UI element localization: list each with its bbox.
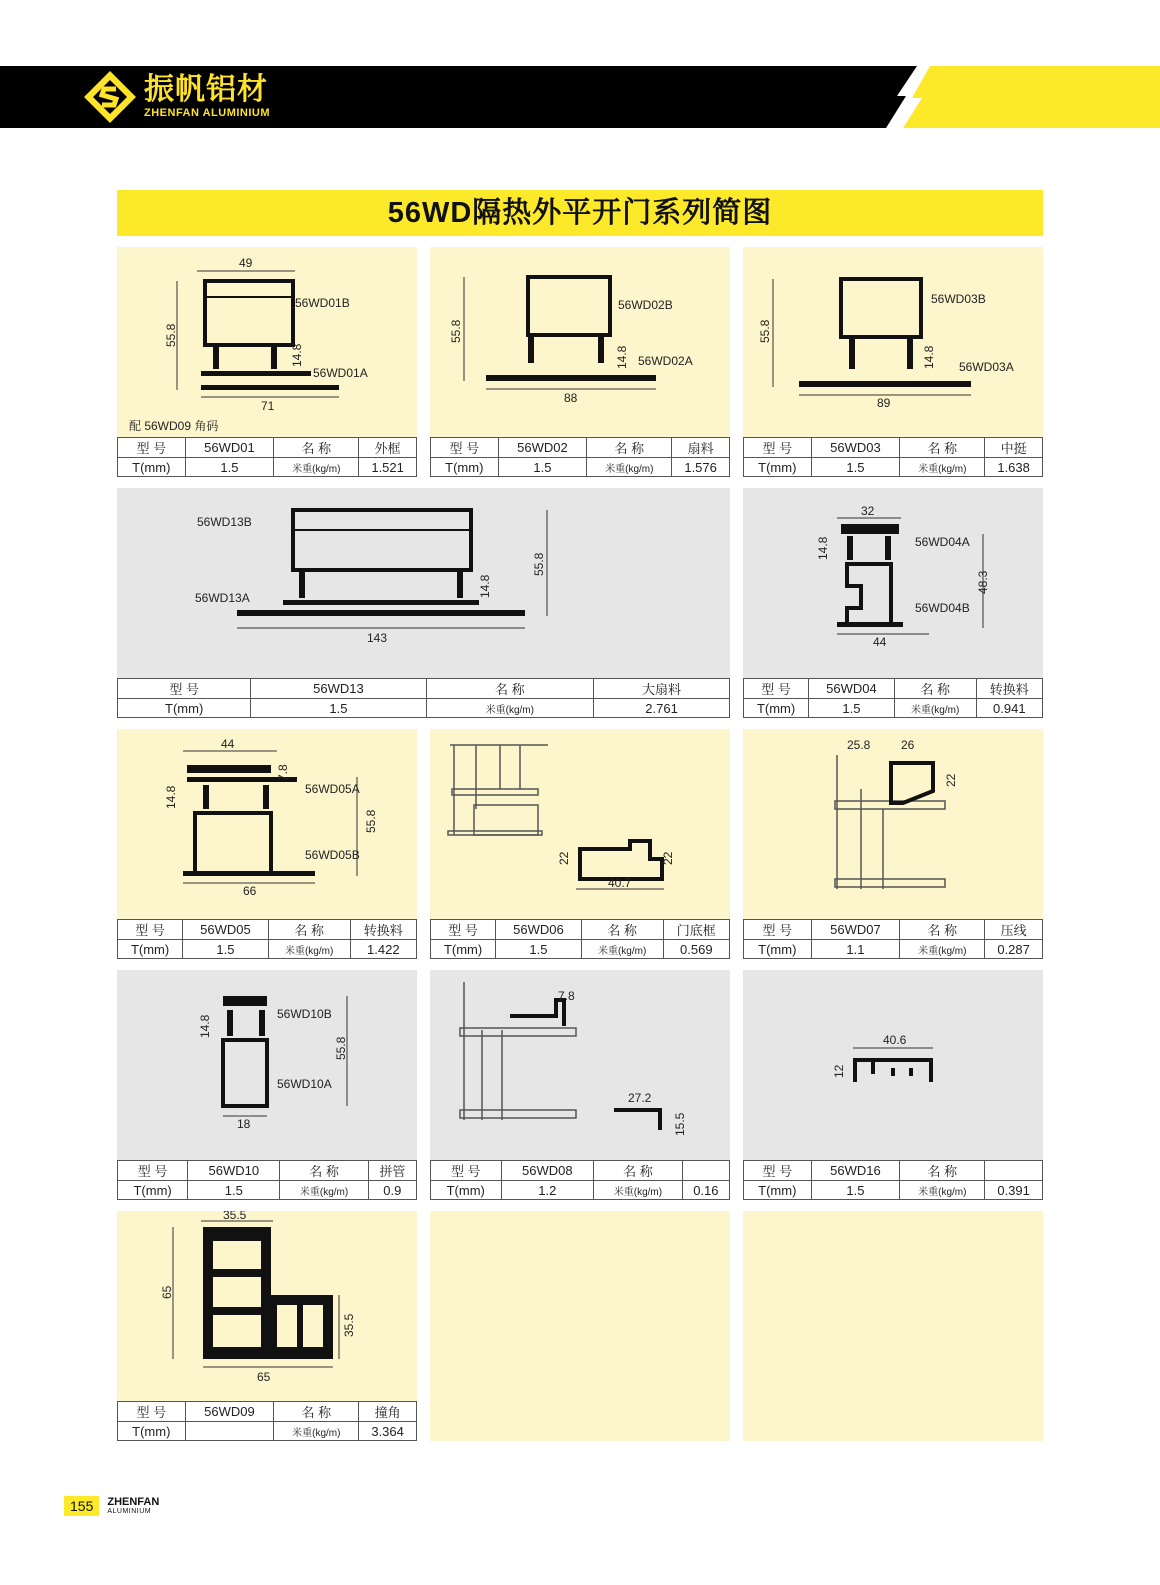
- dim-label: 40.6: [883, 1033, 907, 1047]
- dim-label: 71: [261, 399, 275, 413]
- spec-table-56wd08: 型 号 56WD08 名 称 T(mm) 1.2 米重(kg/m) 0.16: [430, 1160, 730, 1200]
- spec-table-56wd05: 型 号 56WD05 名 称 转换料 T(mm) 1.5 米重(kg/m) 1.422: [117, 919, 417, 959]
- brand-name-en: ZHENFAN ALUMINIUM: [144, 107, 271, 119]
- dim-label: 66: [243, 884, 257, 898]
- part-label: 56WD02A: [638, 354, 693, 368]
- panel-56wd05: [117, 729, 417, 919]
- spec-table-56wd09: 型 号 56WD09 名 称 撞角 T(mm) 米重(kg/m) 3.364: [117, 1401, 417, 1441]
- dim-label: 27.2: [628, 1091, 652, 1105]
- panel-56wd13: [117, 488, 730, 678]
- dim-label: 32: [861, 504, 875, 518]
- footer-brand: ZHENFAN ALUMINIUM: [107, 1496, 160, 1515]
- dim-label: 22: [661, 851, 675, 865]
- dim-label: 14.8: [164, 785, 178, 809]
- footer: [64, 1496, 159, 1516]
- dim-label: 55.8: [758, 319, 772, 343]
- part-label: 56WD01A: [313, 366, 368, 380]
- panel-56wd02: [430, 247, 730, 437]
- panel-56wd08: [430, 970, 730, 1160]
- note: 配 56WD09 角码: [129, 419, 219, 433]
- dim-label: 14.8: [478, 574, 492, 598]
- part-label: 56WD05A: [305, 782, 360, 796]
- dim-label: 14.8: [290, 343, 304, 367]
- empty-panel: [743, 1211, 1043, 1441]
- spec-table-56wd13: 型 号 56WD13 名 称 大扇料 T(mm) 1.5 米重(kg/m) 2.761: [117, 678, 730, 718]
- dim-label: 18: [237, 1117, 251, 1131]
- part-label: 56WD10A: [277, 1077, 332, 1091]
- spec-table-56wd07: 型 号 56WD07 名 称 压线 T(mm) 1.1 米重(kg/m) 0.287: [743, 919, 1043, 959]
- dim-label: 88: [564, 391, 578, 405]
- dim-label: 15.5: [673, 1112, 687, 1136]
- dim-label: 14.8: [198, 1014, 212, 1038]
- spec-table-56wd01: 型 号 56WD01 名 称 外框 T(mm) 1.5 米重(kg/m) 1.521: [117, 437, 417, 477]
- panel-56wd10: [117, 970, 417, 1160]
- dim-label: 49: [239, 256, 253, 270]
- dim-label: 89: [877, 396, 891, 410]
- page-number: 155: [64, 1496, 99, 1516]
- brand: [82, 66, 270, 128]
- spec-table-56wd10: 型 号 56WD10 名 称 拼管 T(mm) 1.5 米重(kg/m) 0.9: [117, 1160, 417, 1200]
- dim-label: 44: [873, 635, 887, 649]
- dim-label: 14.8: [816, 536, 830, 560]
- panel-56wd07: [743, 729, 1043, 919]
- dim-label: 26: [901, 738, 915, 752]
- panel-56wd06: [430, 729, 730, 919]
- dim-label: 25.8: [847, 738, 871, 752]
- dim-label: 35.5: [223, 1211, 247, 1222]
- dim-label: 55.8: [164, 323, 178, 347]
- dim-label: 14.8: [615, 345, 629, 369]
- dim-label: 44: [221, 737, 235, 751]
- panel-56wd16: [743, 970, 1043, 1160]
- dim-label: 55.8: [532, 552, 546, 576]
- panel-56wd01: [117, 247, 417, 437]
- dim-label: 55.8: [364, 809, 378, 833]
- part-label: 56WD02B: [618, 298, 673, 312]
- panel-56wd03: [743, 247, 1043, 437]
- dim-label: 48.3: [976, 570, 990, 594]
- dim-label: 65: [257, 1370, 271, 1384]
- dim-label: 12: [832, 1064, 846, 1078]
- part-label: 56WD04A: [915, 535, 970, 549]
- part-label: 56WD13A: [195, 591, 250, 605]
- dim-label: 22: [944, 773, 958, 787]
- spec-table-56wd03: 型 号 56WD03 名 称 中挺 T(mm) 1.5 米重(kg/m) 1.638: [743, 437, 1043, 477]
- page-title: 56WD隔热外平开门系列简图: [117, 190, 1043, 236]
- dim-label: 14.8: [922, 345, 936, 369]
- part-label: 56WD03A: [959, 360, 1014, 374]
- part-label: 56WD01B: [295, 296, 350, 310]
- spec-table-56wd16: 型 号 56WD16 名 称 T(mm) 1.5 米重(kg/m) 0.391: [743, 1160, 1043, 1200]
- dim-label: 40.7: [608, 876, 632, 890]
- spec-table-56wd06: 型 号 56WD06 名 称 门底框 T(mm) 1.5 米重(kg/m) 0.569: [430, 919, 730, 959]
- part-label: 56WD03B: [931, 292, 986, 306]
- empty-panel: [430, 1211, 730, 1441]
- spec-table-56wd04: 型 号 56WD04 名 称 转换料 T(mm) 1.5 米重(kg/m) 0.941: [743, 678, 1043, 718]
- dim-label: 55.8: [449, 319, 463, 343]
- dim-label: 7.8: [276, 764, 290, 781]
- part-label: 56WD05B: [305, 848, 360, 862]
- part-label: 56WD04B: [915, 601, 970, 615]
- dim-label: 55.8: [334, 1036, 348, 1060]
- brand-name-cn: 振帆铝材: [144, 73, 268, 106]
- panel-56wd09: [117, 1211, 417, 1401]
- dim-label: 143: [367, 631, 388, 645]
- brand-logo-icon: [82, 69, 138, 125]
- dim-label: 65: [160, 1285, 174, 1299]
- part-label: 56WD13B: [197, 515, 252, 529]
- spec-table-56wd02: 型 号 56WD02 名 称 扇料 T(mm) 1.5 米重(kg/m) 1.576: [430, 437, 730, 477]
- panel-56wd04: [743, 488, 1043, 678]
- dim-label: 35.5: [342, 1313, 356, 1337]
- dim-label: 7.8: [558, 989, 575, 1003]
- dim-label: 22: [557, 851, 571, 865]
- part-label: 56WD10B: [277, 1007, 332, 1021]
